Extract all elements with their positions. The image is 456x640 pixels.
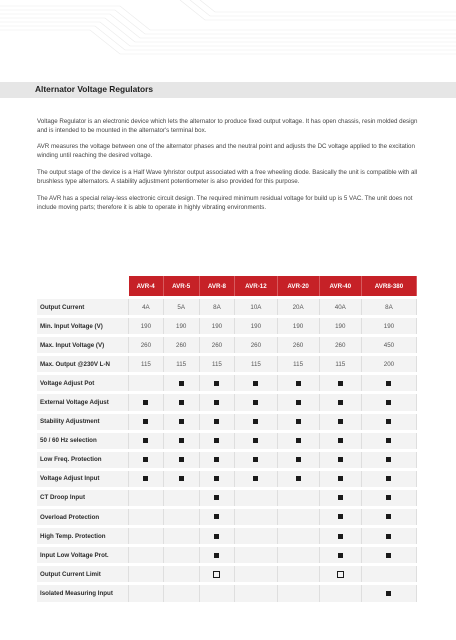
- table-cell: [163, 393, 199, 412]
- filled-square-icon: [214, 495, 219, 500]
- table-row: [37, 584, 417, 603]
- table-cell: [235, 393, 277, 412]
- row-label: 50 / 60 Hz selection: [37, 431, 129, 450]
- table-cell: [319, 546, 361, 565]
- filled-square-icon: [386, 438, 391, 443]
- table-cell: [361, 412, 416, 431]
- filled-square-icon: [253, 476, 258, 481]
- filled-square-icon: [386, 476, 391, 481]
- table-cell: [319, 450, 361, 469]
- filled-square-icon: [179, 476, 184, 481]
- table-cell: [277, 374, 319, 393]
- table-cell: [129, 488, 164, 507]
- table-cell: 8A: [361, 298, 416, 317]
- table-cell: [235, 565, 277, 584]
- table-cell: [235, 431, 277, 450]
- table-row: [37, 450, 417, 469]
- table-cell: 260: [163, 336, 199, 355]
- table-cell: [129, 393, 164, 412]
- table-cell: [129, 565, 164, 584]
- table-cell: [361, 508, 416, 527]
- filled-square-icon: [338, 495, 343, 500]
- filled-square-icon: [296, 400, 301, 405]
- filled-square-icon: [296, 438, 301, 443]
- row-label: Voltage Adjust Input: [37, 469, 129, 488]
- table-row: [37, 336, 417, 355]
- filled-square-icon: [386, 534, 391, 539]
- row-label: Input Low Voltage Prot.: [37, 546, 129, 565]
- table-cell: [361, 488, 416, 507]
- table-cell: [319, 508, 361, 527]
- table-cell: [361, 374, 416, 393]
- table-cell: [129, 469, 164, 488]
- table-cell: [319, 527, 361, 546]
- table-cell: 40A: [319, 298, 361, 317]
- table-cell: 200: [361, 355, 416, 374]
- filled-square-icon: [296, 419, 301, 424]
- table-cell: [163, 374, 199, 393]
- table-cell: [277, 431, 319, 450]
- table-cell: 10A: [235, 298, 277, 317]
- paragraph-measurement: AVR measures the voltage between one of the alternator phases and the neutral point and adjusts the DC voltage applied to the excitation winding until reaching the desired voltage.: [37, 143, 415, 160]
- table-cell: [199, 374, 235, 393]
- filled-square-icon: [179, 419, 184, 424]
- filled-square-icon: [179, 400, 184, 405]
- table-cell: [199, 450, 235, 469]
- table-cell: [235, 508, 277, 527]
- table-cell: 260: [199, 336, 235, 355]
- filled-square-icon: [253, 400, 258, 405]
- filled-square-icon: [386, 419, 391, 424]
- table-cell: [199, 412, 235, 431]
- table-cell: [361, 469, 416, 488]
- table-cell: [199, 565, 235, 584]
- row-label: Isolated Measuring Input: [37, 584, 129, 603]
- filled-square-icon: [386, 553, 391, 558]
- table-cell: 115: [235, 355, 277, 374]
- column-header: AVR8-380: [361, 276, 416, 298]
- table-cell: [361, 450, 416, 469]
- table-cell: [361, 565, 416, 584]
- table-cell: [235, 450, 277, 469]
- table-cell: 5A: [163, 298, 199, 317]
- filled-square-icon: [143, 400, 148, 405]
- row-label: External Voltage Adjust: [37, 393, 129, 412]
- column-header: AVR-4: [129, 276, 164, 298]
- table-cell: [199, 431, 235, 450]
- table-cell: 115: [129, 355, 164, 374]
- table-cell: [361, 431, 416, 450]
- table-cell: [163, 508, 199, 527]
- table-cell: [163, 488, 199, 507]
- table-cell: [163, 450, 199, 469]
- table-cell: [319, 488, 361, 507]
- table-cell: 115: [319, 355, 361, 374]
- column-header: AVR-40: [319, 276, 361, 298]
- table-cell: 190: [277, 317, 319, 336]
- table-cell: 190: [361, 317, 416, 336]
- table-cell: [277, 469, 319, 488]
- filled-square-icon: [338, 438, 343, 443]
- table-row: [37, 393, 417, 412]
- filled-square-icon: [179, 438, 184, 443]
- table-cell: [361, 527, 416, 546]
- table-cell: 115: [199, 355, 235, 374]
- filled-square-icon: [214, 514, 219, 519]
- table-cell: [163, 584, 199, 603]
- table-cell: [361, 584, 416, 603]
- filled-square-icon: [253, 457, 258, 462]
- table-cell: [319, 469, 361, 488]
- table-cell: 190: [163, 317, 199, 336]
- row-label: Max. Output @230V L-N: [37, 355, 129, 374]
- row-label: Low Freq. Protection: [37, 450, 129, 469]
- filled-square-icon: [386, 457, 391, 462]
- column-header: AVR-5: [163, 276, 199, 298]
- table-corner: [37, 276, 129, 298]
- table-cell: [235, 527, 277, 546]
- table-row: [37, 508, 417, 527]
- table-cell: [235, 584, 277, 603]
- row-label: CT Droop Input: [37, 488, 129, 507]
- table-cell: [129, 450, 164, 469]
- row-label: Output Current: [37, 298, 129, 317]
- table-row: [37, 546, 417, 565]
- table-cell: 190: [235, 317, 277, 336]
- table-cell: [199, 488, 235, 507]
- table-cell: 115: [277, 355, 319, 374]
- table-cell: [277, 412, 319, 431]
- table-cell: 260: [235, 336, 277, 355]
- table-cell: [235, 546, 277, 565]
- table-row: [37, 374, 417, 393]
- table-cell: [277, 450, 319, 469]
- filled-square-icon: [179, 457, 184, 462]
- row-label: High Temp. Protection: [37, 527, 129, 546]
- table-cell: [235, 412, 277, 431]
- table-cell: 260: [277, 336, 319, 355]
- table-cell: [319, 431, 361, 450]
- table-cell: [235, 488, 277, 507]
- table-cell: [319, 412, 361, 431]
- table-row: [37, 355, 417, 374]
- table-cell: [199, 527, 235, 546]
- filled-square-icon: [143, 476, 148, 481]
- column-header: AVR-12: [235, 276, 277, 298]
- table-cell: [319, 374, 361, 393]
- filled-square-icon: [338, 457, 343, 462]
- table-cell: [235, 374, 277, 393]
- table-cell: [163, 565, 199, 584]
- column-header: AVR-20: [277, 276, 319, 298]
- filled-square-icon: [214, 476, 219, 481]
- decorative-line-pattern: [0, 0, 456, 70]
- filled-square-icon: [143, 419, 148, 424]
- table-row: [37, 317, 417, 336]
- table-cell: 450: [361, 336, 416, 355]
- table-cell: [277, 508, 319, 527]
- filled-square-icon: [214, 457, 219, 462]
- filled-square-icon: [214, 438, 219, 443]
- row-label: Max. Input Voltage (V): [37, 336, 129, 355]
- filled-square-icon: [386, 591, 391, 596]
- table-row: [37, 565, 417, 584]
- filled-square-icon: [296, 476, 301, 481]
- table-cell: [319, 584, 361, 603]
- filled-square-icon: [214, 534, 219, 539]
- filled-square-icon: [386, 400, 391, 405]
- filled-square-icon: [214, 419, 219, 424]
- filled-square-icon: [296, 381, 301, 386]
- table-cell: [163, 527, 199, 546]
- table-cell: [277, 565, 319, 584]
- table-cell: [163, 412, 199, 431]
- table-cell: 260: [319, 336, 361, 355]
- table-cell: [163, 469, 199, 488]
- table-cell: [277, 393, 319, 412]
- table-cell: [129, 546, 164, 565]
- filled-square-icon: [214, 400, 219, 405]
- filled-square-icon: [338, 381, 343, 386]
- filled-square-icon: [253, 381, 258, 386]
- table-cell: [199, 508, 235, 527]
- filled-square-icon: [338, 476, 343, 481]
- table-cell: [319, 565, 361, 584]
- open-square-icon: [337, 571, 344, 578]
- table-cell: [235, 469, 277, 488]
- table-cell: 190: [199, 317, 235, 336]
- table-cell: [361, 546, 416, 565]
- filled-square-icon: [179, 381, 184, 386]
- filled-square-icon: [338, 534, 343, 539]
- filled-square-icon: [214, 381, 219, 386]
- filled-square-icon: [338, 400, 343, 405]
- table-cell: 8A: [199, 298, 235, 317]
- table-row: [37, 527, 417, 546]
- filled-square-icon: [338, 553, 343, 558]
- filled-square-icon: [253, 419, 258, 424]
- table-row: [37, 412, 417, 431]
- row-label: Voltage Adjust Pot: [37, 374, 129, 393]
- paragraph-output-stage: The output stage of the device is a Half Wave tyhristor output associated with a free wheeling diode. Basically the unit is compatible with all brushless type alternators. A stability adjustment potentiometer is also provided for this purpose.: [37, 169, 418, 186]
- table-cell: [129, 374, 164, 393]
- specification-table: [37, 276, 417, 605]
- filled-square-icon: [214, 553, 219, 558]
- filled-square-icon: [338, 419, 343, 424]
- section-title: Alternator Voltage Regulators: [35, 84, 154, 94]
- table-cell: [129, 412, 164, 431]
- table-cell: [129, 584, 164, 603]
- filled-square-icon: [296, 457, 301, 462]
- table-row: [37, 431, 417, 450]
- filled-square-icon: [386, 514, 391, 519]
- table-cell: [277, 584, 319, 603]
- filled-square-icon: [386, 381, 391, 386]
- table-cell: 115: [163, 355, 199, 374]
- table-cell: [277, 546, 319, 565]
- column-header: AVR-8: [199, 276, 235, 298]
- row-label: Stability Adjustment: [37, 412, 129, 431]
- table-cell: [199, 469, 235, 488]
- filled-square-icon: [143, 438, 148, 443]
- table-cell: [129, 527, 164, 546]
- filled-square-icon: [143, 457, 148, 462]
- filled-square-icon: [386, 495, 391, 500]
- table-header-row: [37, 276, 417, 298]
- paragraph-intro: Voltage Regulator is an electronic device which lets the alternator to produce fixed output voltage. It has open chassis, resin molded design and is intended to be mounted in the alternator's terminal box.: [37, 118, 418, 135]
- table-cell: 190: [129, 317, 164, 336]
- row-label: Min. Input Voltage (V): [37, 317, 129, 336]
- table-cell: [163, 546, 199, 565]
- paragraph-design: The AVR has a special relay-less electronic circuit design. The required minimum residual voltage for build up is 5 VAC. The unit does not include moving parts; therefore it is able to operate in highly vibrating environments.: [37, 195, 413, 212]
- table-cell: [199, 584, 235, 603]
- table-cell: [361, 393, 416, 412]
- table-cell: [199, 393, 235, 412]
- table-cell: 4A: [129, 298, 164, 317]
- table-row: [37, 469, 417, 488]
- table-cell: [129, 431, 164, 450]
- table-cell: [129, 508, 164, 527]
- table-row: [37, 488, 417, 507]
- table-cell: [319, 393, 361, 412]
- table-cell: [277, 527, 319, 546]
- row-label: Overload Protection: [37, 508, 129, 527]
- open-square-icon: [213, 571, 220, 578]
- table-cell: [277, 488, 319, 507]
- table-cell: 20A: [277, 298, 319, 317]
- filled-square-icon: [338, 514, 343, 519]
- table-cell: 260: [129, 336, 164, 355]
- table-row: [37, 298, 417, 317]
- table-cell: [199, 546, 235, 565]
- table-cell: [163, 431, 199, 450]
- filled-square-icon: [253, 438, 258, 443]
- row-label: Output Current Limit: [37, 565, 129, 584]
- table-cell: 190: [319, 317, 361, 336]
